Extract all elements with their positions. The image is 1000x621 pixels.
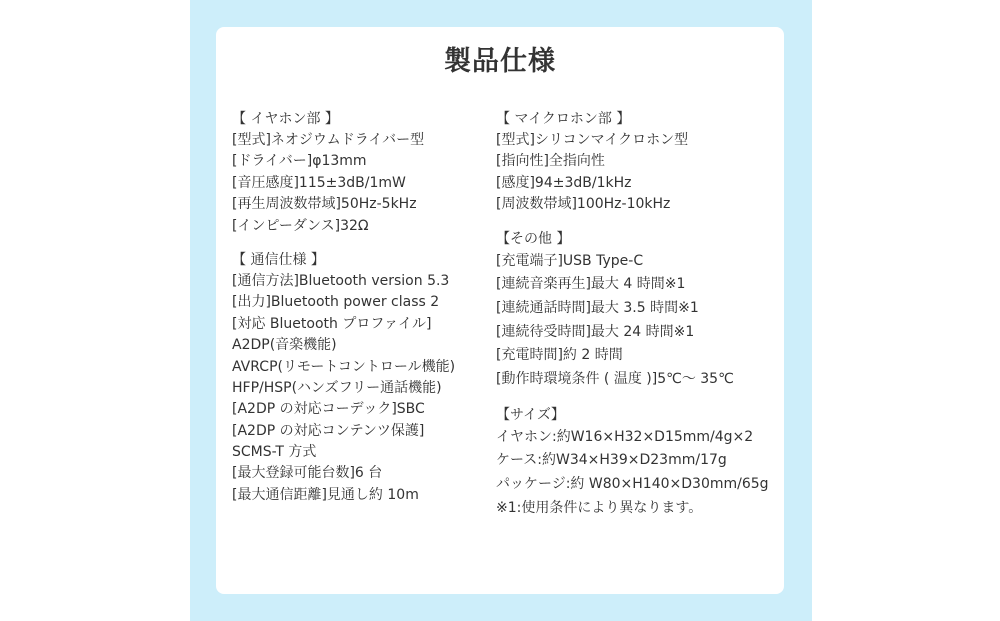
spec-line: [周波数帯域]100Hz-10kHz [496, 196, 671, 213]
spec-line: [通信方法]Bluetooth version 5.3 [232, 272, 450, 289]
earphone-heading: 【 イヤホン部 】 [232, 111, 339, 127]
spec-line: [A2DP の対応コーデック]SBC [232, 401, 425, 418]
spec-line: [最大通信距離]見通し約 10m [232, 486, 419, 503]
spec-line: [出力]Bluetooth power class 2 [232, 294, 440, 311]
spec-line: [連続音楽再生]最大 4 時間※1 [496, 276, 686, 293]
left-column [232, 108, 482, 506]
section-gap [496, 216, 786, 228]
size-section [496, 404, 786, 521]
other-section [496, 228, 786, 392]
spec-line: [充電端子]USB Type-C [496, 252, 644, 269]
section-gap [232, 237, 482, 249]
mic-section [496, 108, 786, 216]
spec-line: [充電時間]約 2 時間 [496, 347, 623, 364]
spec-line: [型式]ネオジウムドライバー型 [232, 132, 425, 148]
spec-line: HFP/HSP(ハンズフリー通話機能) [232, 379, 442, 396]
spec-line: SCMS-T 方式 [232, 444, 317, 461]
spec-line: [インピーダンス]32Ω [232, 217, 369, 234]
spec-line: [A2DP の対応コンテンツ保護] [232, 422, 425, 439]
other-heading: 【その他 】 [496, 230, 571, 247]
spec-line: [音圧感度]115±3dB/1mW [232, 174, 406, 191]
spec-line: パッケージ:約 W80×H140×D30mm/65g [496, 476, 769, 493]
spec-line: AVRCP(リモートコントロール機能) [232, 358, 456, 375]
spec-line: [ドライバー]φ13mm [232, 153, 367, 170]
spec-line: [最大登録可能台数]6 台 [232, 465, 383, 482]
spec-line: [型式]シリコンマイクロホン型 [496, 132, 689, 148]
footnote: ※1:使用条件により異なります。 [496, 499, 703, 516]
spec-line: [動作時環境条件 ( 温度 )]5℃〜 35℃ [496, 371, 734, 387]
spec-line: [連続通話時間]最大 3.5 時間※1 [496, 299, 699, 316]
mic-heading: 【 マイクロホン部 】 [496, 111, 631, 127]
spec-line: [感度]94±3dB/1kHz [496, 174, 632, 191]
comm-section [232, 249, 482, 506]
spec-line: [連続待受時間]最大 24 時間※1 [496, 323, 695, 340]
comm-heading: 【 通信仕様 】 [232, 251, 325, 268]
page-title: 製品仕様 [444, 46, 556, 77]
section-gap [496, 392, 786, 404]
spec-line: A2DP(音楽機能) [232, 337, 337, 354]
spec-line: イヤホン:約W16×H32×D15mm/4g×2 [496, 428, 754, 445]
spec-line: [対応 Bluetooth プロファイル] [232, 315, 432, 332]
size-heading: 【サイズ】 [496, 406, 565, 423]
spec-line: [再生周波数帯域]50Hz-5kHz [232, 196, 417, 213]
spec-line: ケース:約W34×H39×D23mm/17g [496, 452, 727, 469]
right-column [496, 108, 786, 520]
earphone-section [232, 108, 482, 237]
spec-line: [指向性]全指向性 [496, 153, 605, 170]
